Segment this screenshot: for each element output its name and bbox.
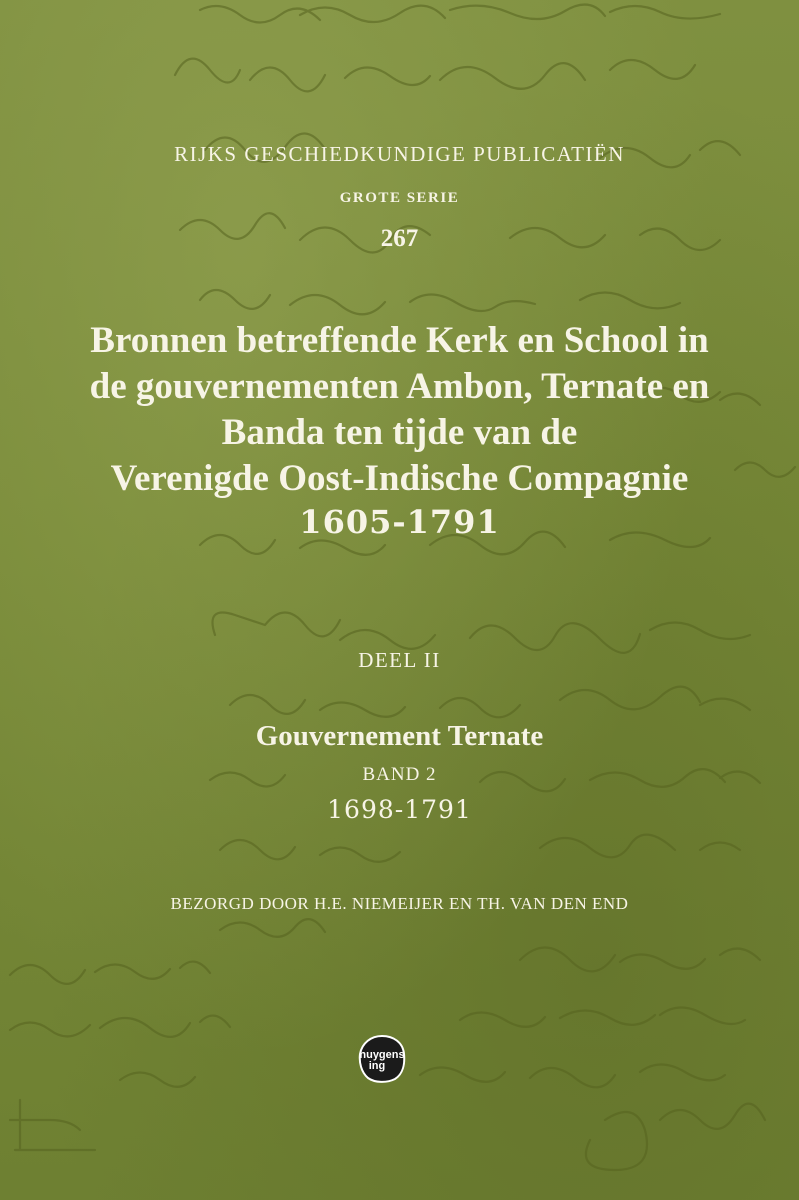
title-period: 1605-1791 (299, 503, 500, 541)
logo-text-line2: ing (368, 1060, 386, 1072)
title-line: Bronnen betreffende Kerk en School in (90, 320, 709, 361)
government-title: Gouvernement Ternate (255, 720, 544, 752)
subseries-title: GROTE SERIE (339, 190, 460, 206)
title-line: Verenigde Oost-Indische Compagnie (110, 458, 689, 499)
huygens-ing-logo (357, 1034, 407, 1084)
band-period: 1698-1791 (327, 795, 472, 824)
editors-credit: BEZORGD DOOR H.E. NIEMEIJER EN TH. VAN DEN END (170, 894, 629, 913)
part-label: DEEL II (358, 648, 441, 672)
band-label: BAND 2 (362, 764, 437, 785)
title-line: Banda ten tijde van de (221, 412, 578, 453)
logo-text-line1: huygens (359, 1049, 405, 1061)
title-line: de gouvernementen Ambon, Ternate en (89, 366, 710, 407)
series-title: RIJKS GESCHIEDKUNDIGE PUBLICATIËN (174, 142, 625, 166)
volume-number: 267 (380, 225, 419, 252)
book-title (40, 318, 759, 502)
